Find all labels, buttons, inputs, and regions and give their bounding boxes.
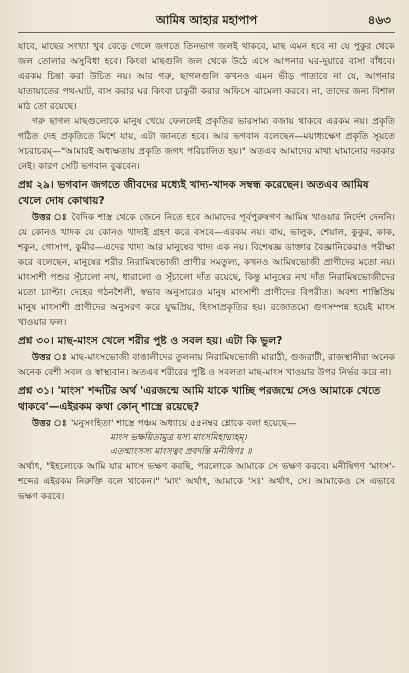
answer-text: মাছ-মাংসভোজী বাঙালীদের তুলনায় নিরামিষভোজী মারাঠী, গুজরাটী, রাজস্থানীরা অনেক অনেক বেশী সবল ও স্বাস্থ্যবান। অতএব শরীরের পুষ্টি ও সবলতা মাছ-মাংস খাওয়ার উপর নির্ভর করে না। (18, 352, 395, 378)
answer-label: উত্তর ঃ (32, 418, 67, 429)
answer-text: 'মনুসংহিতা' শাস্ত্রে পঞ্চম অধ্যায়ে ৫৫নম্বর শ্লোকে বলা হয়েছে— (70, 418, 297, 429)
answer-label: উত্তর ঃ (32, 212, 68, 223)
question-text: ভগবান জগতে জীবদের মধ্যেই খাদ্য-খাদক সম্বন্ধ করেছেন। অতএব আমিষ খেলে দোষ কোথায়? (18, 179, 369, 207)
question-30 (18, 333, 395, 349)
question-label: প্রশ্ন ৩১। (18, 385, 54, 397)
question-29 (18, 177, 395, 209)
running-title: আমিষ আহার মহাপাপ (155, 13, 258, 27)
paragraph: গরু ছাগল মাছগুলোকে মানুষ খেয়ে ফেললেই প্রকৃতির ভারসাম্য বজায় থাকবে এরকম নয়। প্রকৃতি গঠিত দেহ প্রকৃতিতে মিশে যায়, এটা জানতে হবে। আর ভগবান বলেছেন—ময়াধ্যক্ষেণ প্রকৃতি সূয়তে সচরাচরম্—"আমারই অধ্যক্ষতায় প্রকৃতি জগৎ পরিচালিত হয়।" অতএব আমাদের মাথা ঘামানোর দরকার নেই। কারণ সেটি ভগবান বুঝবেন। (18, 116, 395, 172)
page-number: ৪৬৩ (367, 13, 391, 27)
question-label: প্রশ্ন ৩০। (18, 335, 54, 347)
page-header (18, 10, 395, 33)
question-31 (18, 383, 395, 415)
answer-label: উত্তর ঃ (32, 352, 67, 363)
verse-line: মাংস ভক্ষয়িতামুত্র যস্য মাংসমিহাদ্ম্যহম্‌। (110, 433, 247, 443)
paragraph: যাবে, মাছের সংখ্যা খুব বেড়ে গেলে জগতে তিনভাগ জলই থাকবে, মাছ এমন হবে না যে পুকুর থেকে জল তোলার অসুবিধা হবে। কিংবা মাছগুলি জল থেকে উঠে এসে আপনার ঘর-দুয়ারে বাসা বাঁধবে। এরকম চিন্তা করা উচিত নয়। আর গরু, ছাগলগুলি কখনও এমন ভীড় পাতাবে না যে, আপনার যাতায়াতের পথ-ঘাট, বাস করার ঘর কিংবা চাকুরী করার অফিসে ঝামেলা করবে। না, তাদের জন্য বিশাল মাঠ তো রয়েছে। (18, 41, 395, 112)
question-label: প্রশ্ন ২৯। (18, 179, 54, 191)
page-body (18, 39, 395, 504)
paragraph: অর্থাৎ, "ইহলোকে আমি যার মাংস ভক্ষণ করছি, পরলোকে আমাকে সে ভক্ষণ করবে। মনীষিগণ 'মাংস'-শব্দের এইরকম নিরুক্তি বলে থাকেন।" 'মাং' অর্থাৎ, আমাকে 'সঃ' অর্থাৎ, সে। আমাকেও সে এভাবে ভক্ষণ করবে। (18, 461, 395, 502)
answer-text: বৈদিক শাস্ত্র থেকে জেনে নিতে হবে আমাদের পূর্বপুরুষগণ আমিষ খাওয়ার নির্দেশ দেননি। যে কোনও খাদক যে কোনও খাদ্যই গ্রহণ করে বসবে—এরকম নয়। বাঘ, ভালুক, শেয়াল, কুকুর, কাক, শকুন, গোসাপ, কুমীর—এদের খাদ্য আর মানুষের খাদ্য এক নয়। বিশেষজ্ঞ ডাক্তার বৈজ্ঞানিকেরাও পরীক্ষা করে বলেছেন, মানুষের শরীর নিরামিষভোজী প্রাণীর সমতুল্য, কখনও আমিষভোজী প্রাণীদের মতো নয়। মাংসাশী পশুর সূঁচালো নখ, ধারালো ও সূঁচালো দাঁত রয়েছে, কিন্তু মানুষের নখ দাঁত নিরামিষভোজীদের মতো চ্যাপ্টা। দেহের গঠনশৈলী, স্বভাব অনুসারেও মানুষ মাংসাশী প্রাণীদের বিপরীত। অবশ্য শাস্তিপ্রিয় মানুষ মাংসাশী প্রাণীদের অনুসরণ করে যুদ্ধপ্রিয়, হিংসাপ্রকৃতির হয়। রজোতমো গুণসম্পন্ন হয়েই মাংস খাওয়ার ফল। (18, 212, 396, 328)
question-text: 'মাংস' শব্দটির অর্থ 'এরজন্মে আমি যাকে খাচ্ছি পরজন্মে সেও আমাকে খেতে থাকবে'—এইরকম কথা কোন্ শাস্ত্রে রয়েছে? (18, 385, 381, 413)
question-text: মাছ-মাংস খেলে শরীর পুষ্ট ও সবল হয়। এটা কি ভুল? (57, 335, 283, 347)
answer-31 (18, 416, 395, 431)
answer-30 (18, 350, 395, 380)
verse-line: এতন্মাংসস্য মাংসত্বং প্রবদন্তি মনীষিণঃ ॥ (110, 447, 252, 457)
answer-29 (18, 210, 395, 330)
